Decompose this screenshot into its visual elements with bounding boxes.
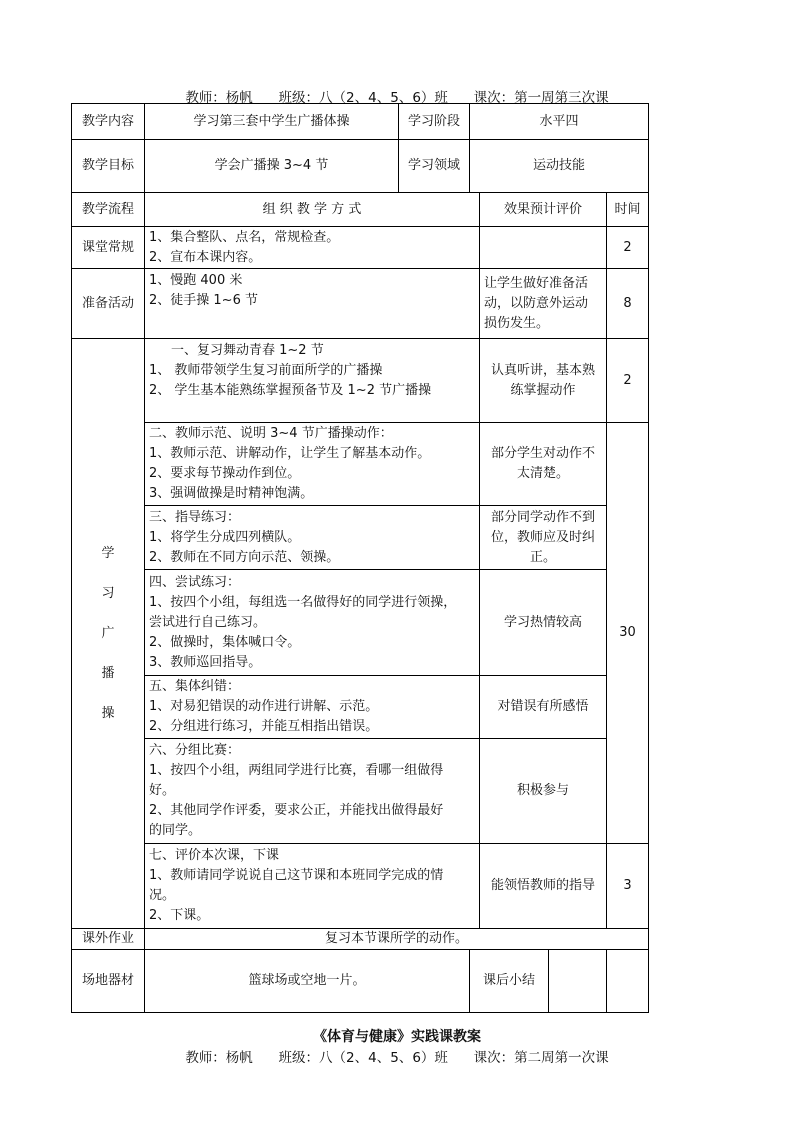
section-line: 3、强调做操是时精神饱满。 (149, 486, 314, 501)
eval-line: 部分同学动作不到 (490, 509, 595, 525)
summary-split (470, 950, 606, 1012)
eval-line: 积极参与 (516, 783, 569, 798)
warmup-eval (480, 269, 607, 339)
homework-row (72, 929, 649, 950)
study-section-row (72, 844, 649, 929)
section-heading: 六、分组比赛： (149, 743, 241, 758)
warmup-eval-line: 损伤发生。 (484, 315, 550, 331)
routine-row (72, 227, 649, 269)
section-line: 2、 学生基本能熟练掌握预备节及 1~2 节广播操 (149, 383, 432, 398)
section-line: 2、分组进行练习，并能互相指出错误。 (149, 719, 379, 734)
study-time-main: 30 (607, 423, 649, 844)
section-line: 1、按四个小组，每组选一名做得好的同学进行领操， (149, 594, 457, 610)
lesson-plan-table (71, 103, 649, 1013)
study-section-4-eval (480, 570, 607, 676)
study-time-last: 3 (607, 844, 649, 929)
study-section-2-eval (480, 423, 607, 506)
homework-label: 课外作业 (72, 929, 145, 950)
stage-label: 学习阶段 (399, 104, 470, 140)
section-line: 1、 教师带领学生复习前面所学的广播操 (149, 363, 383, 378)
eval-label: 效果预计评价 (480, 193, 607, 227)
eval-line: 正。 (529, 549, 556, 565)
routine-label: 课堂常规 (72, 227, 145, 269)
warmup-content (145, 269, 480, 339)
section-line: 2、教师在不同方向示范、领操。 (149, 549, 340, 565)
section-line: 好。 (149, 783, 176, 798)
venue-value: 篮球场或空地一片。 (145, 950, 470, 1013)
section-line: 2、做操时，集体喊口令。 (149, 634, 301, 650)
section-heading: 三、指导练习： (149, 509, 241, 525)
eval-line: 部分学生对动作不 (490, 446, 595, 461)
summary-label: 课后小结 (482, 973, 535, 988)
study-section-5-eval (480, 676, 607, 739)
homework-value: 复习本节课所学的动作。 (145, 929, 649, 950)
study-section-row (72, 739, 649, 844)
warmup-line: 2、徒手操 1~6 节 (149, 293, 258, 308)
routine-content (145, 227, 480, 269)
goal-row (72, 140, 649, 193)
eval-line: 位，教师应及时纠 (490, 529, 595, 545)
section-line: 1、按四个小组，两组同学进行比赛，看哪一组做得 (149, 763, 444, 778)
section-line: 1、对易犯错误的动作进行讲解、示范。 (149, 699, 379, 714)
study-label-char: 操 (101, 705, 115, 721)
routine-time: 2 (607, 227, 649, 269)
section-line: 2、其他同学作评委，要求公正，并能找出做得最好 (149, 803, 444, 818)
warmup-line: 1、慢跑 400 米 (149, 273, 243, 288)
goal-label: 教学目标 (72, 140, 145, 193)
footer-header: 教师：杨帆 班级：八（2、4、5、6）班 课次：第二周第一次课 (185, 1050, 609, 1066)
content-value: 学习第三套中学生广播体操 (145, 104, 399, 140)
warmup-eval-line: 让学生做好准备活 (484, 275, 589, 291)
eval-line: 练掌握动作 (510, 382, 576, 398)
section-heading: 五、集体纠错： (149, 679, 241, 694)
eval-line: 能领悟教师的指导 (490, 878, 595, 893)
study-section-3 (145, 506, 480, 570)
domain-value: 运动技能 (470, 140, 649, 193)
study-section-6-eval (480, 739, 607, 844)
flow-header-row (72, 193, 649, 227)
footer-title: 《体育与健康》实践课教案 (313, 1029, 481, 1045)
study-section-6 (145, 739, 480, 844)
study-section-4 (145, 570, 480, 676)
section-line: 1、将学生分成四列横队。 (149, 529, 301, 545)
study-time-first: 2 (607, 339, 649, 423)
study-section-3-eval (480, 506, 607, 570)
time-label: 时间 (607, 193, 649, 227)
eval-line: 太清楚。 (516, 466, 569, 481)
study-section-7-eval (480, 844, 607, 929)
section-heading: 二、教师示范、说明 3~4 节广播操动作： (149, 426, 393, 441)
summary-blank (607, 950, 649, 1013)
eval-line: 对错误有所感悟 (497, 699, 589, 714)
study-label-char: 播 (101, 665, 115, 681)
flow-label: 教学流程 (72, 193, 145, 227)
study-section-row (72, 676, 649, 739)
routine-eval (480, 227, 607, 269)
study-section-7 (145, 844, 480, 929)
goal-value: 学会广播操 3~4 节 (145, 140, 399, 193)
study-section-row (72, 423, 649, 506)
warmup-label: 准备活动 (72, 269, 145, 339)
summary-value (548, 950, 606, 1012)
venue-row (72, 950, 649, 1013)
domain-label: 学习领域 (399, 140, 470, 193)
study-label-char: 习 (101, 585, 115, 601)
study-label (72, 339, 145, 929)
study-section-5 (145, 676, 480, 739)
content-row (72, 104, 649, 140)
warmup-time: 8 (607, 269, 649, 339)
study-section-row (72, 506, 649, 570)
section-line: 1、教师示范、讲解动作，让学生了解基本动作。 (149, 446, 431, 461)
section-heading: 七、评价本次课，下课 (149, 848, 280, 863)
content-label: 教学内容 (72, 104, 145, 140)
study-section-row (72, 339, 649, 423)
study-section-2 (145, 423, 480, 506)
section-heading: 四、尝试练习： (149, 574, 241, 590)
section-line: 2、要求每节操动作到位。 (149, 466, 301, 481)
section-heading: 一、复习舞动青春 1~2 节 (171, 343, 324, 358)
study-section-row (72, 570, 649, 676)
routine-line: 2、宣布本课内容。 (149, 249, 262, 265)
section-line: 尝试进行自己练习。 (149, 614, 267, 630)
eval-line: 认真听讲，基本熟 (490, 362, 595, 378)
stage-value: 水平四 (470, 104, 649, 140)
summary-cell (470, 950, 607, 1013)
eval-line: 学习热情较高 (503, 614, 582, 630)
section-line: 1、教师请同学说说自己这节课和本班同学完成的情 (149, 868, 444, 883)
study-section-1 (145, 339, 480, 423)
method-label: 组 织 教 学 方 式 (145, 193, 480, 227)
study-label-char: 广 (101, 625, 115, 641)
lesson-header: 教师：杨帆 班级：八（2、4、5、6）班 课次：第一周第三次课 (185, 90, 609, 106)
warmup-eval-line: 动，以防意外运动 (484, 295, 589, 311)
venue-label: 场地器材 (72, 950, 145, 1013)
routine-line: 1、集合整队、点名，常规检查。 (149, 229, 340, 245)
section-line: 况。 (149, 888, 176, 903)
section-line: 的同学。 (149, 823, 202, 838)
section-line: 3、教师巡回指导。 (149, 654, 262, 670)
section-line: 2、下课。 (149, 908, 210, 923)
study-section-1-eval (480, 339, 607, 423)
study-label-char: 学 (101, 545, 115, 561)
warmup-row (72, 269, 649, 339)
